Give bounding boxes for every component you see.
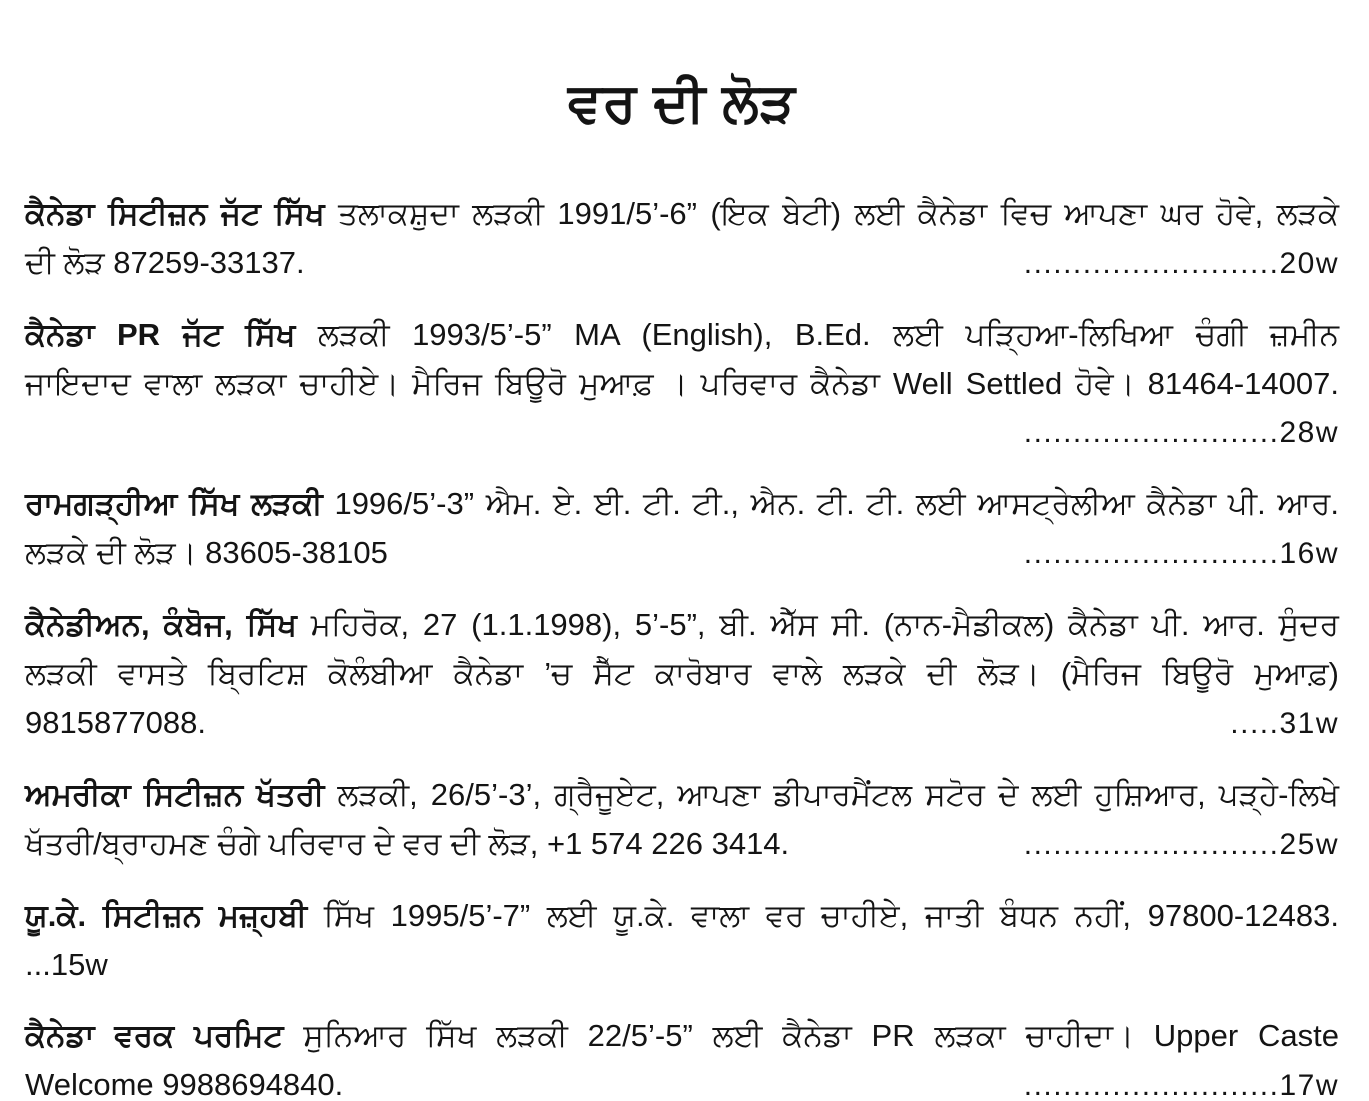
classified-ad — [25, 1011, 1339, 1101]
ad-text: ਲੜਕੀ 1993/5’-5” MA (English), B.Ed. ਲਈ ਪੜ੍ਹਿਆ-ਲਿਖਿਆ ਚੰਗੀ ਜ਼ਮੀਨ — [317, 317, 1339, 352]
ad-lead: ਅਮਰੀਕਾ ਸਿਟੀਜ਼ਨ ਖੱਤਰੀ — [25, 777, 325, 812]
ad-line — [25, 238, 1339, 288]
ad-text-left — [25, 698, 206, 747]
ad-line — [25, 1060, 1339, 1101]
ad-line — [25, 770, 1339, 819]
ad-text-left — [25, 940, 108, 989]
classified-ad — [25, 891, 1339, 989]
classified-ad — [25, 600, 1339, 748]
ad-text: ਲੜਕੇ ਦੀ ਲੋੜ। 83605-38105 — [25, 535, 388, 570]
ad-text-left — [25, 359, 1339, 408]
ad-lead: ਕੈਨੇਡਾ PR ਜੱਟ ਸਿੱਖ — [25, 317, 296, 352]
ad-lead: ਕੈਨੇਡਾ ਵਰਕ ਪਰਮਿਟ — [25, 1018, 284, 1053]
ad-line — [25, 528, 1339, 578]
ad-text: ਮਹਿਰੋਕ, 27 (1.1.1998), 5’-5”, ਬੀ. ਐੱਸ ਸੀ. (ਨਾਨ-ਮੈਡੀਕਲ) ਕੈਨੇਡਾ ਪੀ. ਆਰ. ਸੁੰਦਰ — [310, 607, 1339, 642]
ad-line — [25, 698, 1339, 748]
ad-line — [25, 940, 1339, 989]
ad-text: 9815877088. — [25, 705, 207, 740]
word-count: ..........................20w — [1023, 247, 1339, 280]
ad-lead: ਕੈਨੇਡਾ ਸਿਟੀਜ਼ਨ ਜੱਟ ਸਿੱਖ — [25, 196, 325, 231]
ad-text: ਲੜਕੀ, 26/5’-3’, ਗ੍ਰੈਜੂਏਟ, ਆਪਣਾ ਡੀਪਾਰਮੈਂਟਲ ਸਟੋਰ ਦੇ ਲਈ ਹੁਸ਼ਿਆਰ, ਪੜ੍ਹੇ-ਲਿਖੇ — [337, 777, 1339, 812]
ad-text: ਦੀ ਲੋੜ 87259-33137. — [25, 245, 305, 280]
ad-line — [25, 819, 1339, 869]
ad-text: ਸਿੱਖ 1995/5’-7” ਲਈ ਯੂ.ਕੇ. ਵਾਲਾ ਵਰ ਚਾਹੀਏ, ਜਾਤੀ ਬੰਧਨ ਨਹੀਂ, 97800-12483. — [323, 898, 1339, 933]
ad-text-left — [25, 528, 388, 577]
word-count: ..........................28w — [1023, 416, 1339, 449]
ad-line — [25, 891, 1339, 940]
page-title: ਵਰ ਦੀ ਲੋੜ — [567, 73, 797, 133]
word-count: ..........................25w — [1023, 828, 1339, 861]
ad-line — [25, 359, 1339, 408]
classified-ad — [25, 479, 1339, 578]
ad-line — [25, 189, 1339, 238]
ad-text-left — [25, 891, 1339, 940]
ad-lead: ਕੈਨੇਡੀਅਨ, ਕੰਬੋਜ, ਸਿੱਖ — [25, 607, 297, 642]
ad-text: ਤਲਾਕਸ਼ੁਦਾ ਲੜਕੀ 1991/5’-6” (ਇਕ ਬੇਟੀ) ਲਈ ਕੈਨੇਡਾ ਵਿਚ ਆਪਣਾ ਘਰ ਹੋਵੇ, ਲੜਕੇ — [338, 196, 1339, 231]
ad-text-left — [25, 600, 1339, 649]
ad-text: 1996/5’-3” ਐਮ. ਏ. ਈ. ਟੀ. ਟੀ., ਐਨ. ਟੀ. ਟੀ. ਲਈ ਆਸਟ੍ਰੇਲੀਆ ਕੈਨੇਡਾ ਪੀ. ਆਰ. — [334, 486, 1339, 521]
ad-line — [25, 649, 1339, 698]
ad-text: Welcome 9988694840. — [25, 1067, 344, 1101]
ad-text-left — [25, 479, 1339, 528]
ad-text-left — [25, 770, 1339, 819]
ad-text-left — [25, 310, 1339, 359]
ad-text-left — [25, 649, 1339, 698]
ad-lead: ਯੂ.ਕੇ. ਸਿਟੀਜ਼ਨ ਮਜ਼੍ਹਬੀ — [25, 898, 308, 933]
ad-text: ਜਾਇਦਾਦ ਵਾਲਾ ਲੜਕਾ ਚਾਹੀਏ। ਮੈਰਿਜ ਬਿਊਰੋ ਮੁਆਫ਼ । ਪਰਿਵਾਰ ਕੈਨੇਡਾ Well Settled ਹੋਵੇ। 81464-14007. — [25, 366, 1339, 401]
word-count: ..........................17w — [1023, 1069, 1339, 1101]
ad-line — [25, 479, 1339, 528]
ad-line — [25, 600, 1339, 649]
ad-text-left — [25, 1011, 1339, 1060]
word-count: ..........................16w — [1023, 537, 1339, 570]
word-count: .....31w — [1230, 707, 1339, 740]
classified-ad — [25, 189, 1339, 288]
ad-text: ਸੁਨਿਆਰ ਸਿੱਖ ਲੜਕੀ 22/5’-5” ਲਈ ਕੈਨੇਡਾ PR ਲੜਕਾ ਚਾਹੀਦਾ। Upper Caste — [303, 1018, 1339, 1053]
word-count: ...15w — [25, 947, 108, 982]
ad-line — [25, 408, 1339, 457]
ad-text-left — [25, 189, 1339, 238]
ad-text-left — [25, 819, 789, 868]
ad-text: ਲੜਕੀ ਵਾਸਤੇ ਬ੍ਰਿਟਿਸ਼ ਕੋਲੰਬੀਆ ਕੈਨੇਡਾ ’ਚ ਸੈੱਟ ਕਾਰੋਬਾਰ ਵਾਲੇ ਲੜਕੇ ਦੀ ਲੋੜ। (ਮੈਰਿਜ ਬਿਊਰੋ ਮੁਆਫ਼) — [25, 656, 1339, 691]
classified-ad — [25, 310, 1339, 457]
ad-text: ਖੱਤਰੀ/ਬ੍ਰਾਹਮਣ ਚੰਗੇ ਪਰਿਵਾਰ ਦੇ ਵਰ ਦੀ ਲੋੜ, +1 574 226 3414. — [25, 826, 790, 861]
ad-line — [25, 1011, 1339, 1060]
ad-line — [25, 310, 1339, 359]
ad-lead: ਰਾਮਗੜ੍ਹੀਆ ਸਿੱਖ ਲੜਕੀ — [25, 486, 323, 521]
ad-text-left — [25, 238, 305, 287]
ad-text-left — [25, 1060, 343, 1101]
classified-ad — [25, 770, 1339, 869]
